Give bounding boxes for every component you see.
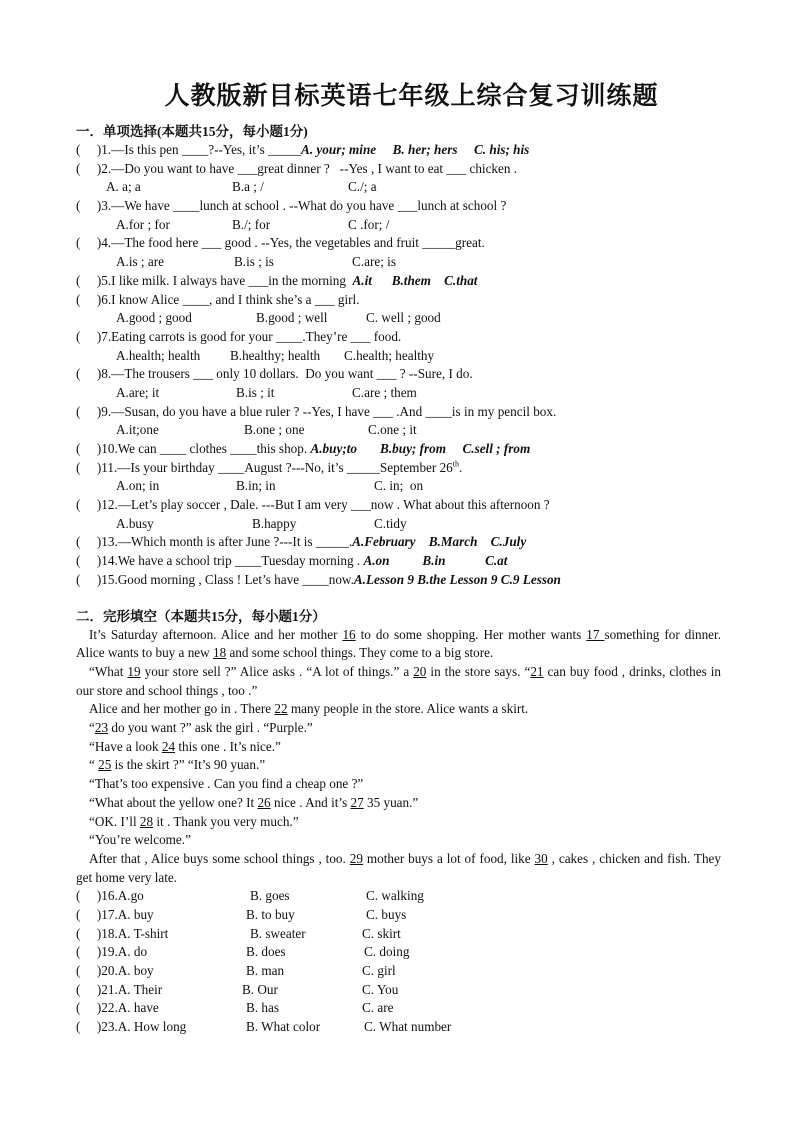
- ordinal-suffix: th: [452, 459, 459, 469]
- choice-option-c: C. are: [362, 1000, 394, 1016]
- option-b: B.healthy; health: [230, 347, 321, 363]
- passage-text: can buy food , drinks, clothes in our store and school things , too .”: [76, 663, 721, 698]
- question-6-options: [76, 309, 721, 328]
- option-a: A.for ; for: [116, 216, 170, 232]
- option-c: C.one ; it: [368, 422, 417, 438]
- passage-paragraph: [76, 850, 721, 887]
- question-7: ( )7.Eating carrots is good for your ____.They’re ___ food.: [76, 328, 402, 344]
- option-c: C .for; /: [348, 216, 390, 232]
- choice-option-c: C. doing: [364, 944, 410, 960]
- blank-number: 25: [98, 757, 112, 773]
- passage-text: this one . It’s nice.”: [175, 738, 281, 754]
- blank-number: 21: [530, 663, 544, 679]
- passage-text: “You’re welcome.”: [89, 832, 191, 848]
- option-c: C. in; on: [374, 478, 424, 494]
- passage-paragraph: [76, 719, 721, 738]
- question-text: ( )14.We have a school trip ____Tuesday morning .: [76, 553, 364, 569]
- option-a: A.on; in: [116, 478, 160, 494]
- question-7-options: [76, 347, 721, 366]
- choice-option-a: ( )16.A.go: [76, 888, 144, 904]
- passage-text: mother buys a lot of food, like: [362, 850, 535, 866]
- option-a: A.are; it: [116, 384, 160, 400]
- passage-paragraph: [76, 626, 721, 663]
- choice-option-b: B. goes: [250, 888, 290, 904]
- question-5: [76, 272, 721, 291]
- cloze-choice-row: [76, 943, 721, 962]
- question-options: A. your; mine B. her; hers C. his; his: [301, 142, 530, 157]
- option-c: C. well ; good: [366, 310, 441, 326]
- option-a: A.health; health: [116, 347, 201, 363]
- question-text: ( )1.—Is this pen ____?--Yes, it’s _____: [76, 142, 302, 157]
- cloze-choice-row: [76, 981, 721, 1000]
- question-options: A.it B.them C.that: [352, 272, 478, 288]
- option-b: B.one ; one: [244, 422, 305, 438]
- question-11-options: [76, 477, 721, 496]
- question-11: [76, 459, 721, 478]
- question-text: ( )11.—Is your birthday ____August ?---No, it’s _____September 26: [76, 459, 453, 475]
- passage-text: “That’s too expensive . Can you find a cheap one ?”: [89, 776, 364, 792]
- passage-text: in the store says. “: [426, 663, 531, 679]
- cloze-choice-row: [76, 962, 721, 981]
- option-c: C.are; is: [352, 254, 396, 270]
- choice-option-b: B. has: [246, 1000, 279, 1016]
- passage-text: it . Thank you very much.”: [153, 813, 299, 829]
- blank-number: 24: [161, 738, 176, 754]
- question-10: [76, 440, 721, 459]
- choice-option-a: ( )18.A. T-shirt: [76, 925, 169, 941]
- choice-option-c: C. girl: [362, 963, 396, 979]
- passage-text: “What about the yellow one? It: [89, 794, 258, 810]
- passage-paragraph: [76, 794, 721, 813]
- passage-text: to do some shopping. Her mother wants: [355, 626, 587, 642]
- choice-option-c: C. What number: [364, 1019, 452, 1035]
- question-text: ( )15.Good morning , Class ! Let’s have ____now.: [76, 571, 354, 587]
- question-text: ( )13.—Which month is after June ?---It is _____.: [76, 534, 353, 550]
- choice-option-a: ( )22.A. have: [76, 1000, 159, 1016]
- passage-paragraph: [76, 756, 721, 775]
- choice-option-c: C. buys: [366, 907, 407, 923]
- passage-text: “Have a look: [89, 738, 162, 754]
- choice-option-a: ( )17.A. buy: [76, 907, 154, 923]
- choice-option-b: B. does: [246, 944, 286, 960]
- choice-option-b: B. Our: [242, 981, 278, 997]
- question-6: ( )6.I know Alice ____, and I think she’s a ___ girl.: [76, 291, 360, 307]
- passage-text: “: [89, 757, 99, 773]
- passage-paragraph: [76, 775, 721, 794]
- question-14: [76, 552, 721, 571]
- passage-text: many people in the store. Alice wants a skirt.: [287, 701, 529, 717]
- blank-number: 16: [342, 626, 356, 642]
- question-1: [76, 141, 721, 160]
- option-c: C.tidy: [374, 515, 407, 531]
- passage-text: “OK. I’ll: [89, 813, 140, 829]
- choice-option-b: B. to buy: [246, 907, 295, 923]
- question-text: ( )10.We can ____ clothes ____this shop.: [76, 441, 311, 456]
- passage-paragraph: [76, 738, 721, 757]
- question-2: ( )2.—Do you want to have ___great dinner ? --Yes , I want to eat ___ chicken .: [76, 160, 518, 176]
- question-2-options: [76, 178, 721, 197]
- page-title: 人教版新目标英语七年级上综合复习训练题: [164, 83, 659, 110]
- option-c: C.are ; them: [352, 384, 417, 400]
- passage-text: “What: [89, 663, 128, 679]
- question-4: ( )4.—The food here ___ good . --Yes, the vegetables and fruit _____great.: [76, 235, 485, 251]
- question-3: ( )3.—We have ____lunch at school . --What do you have ___lunch at school ?: [76, 198, 507, 214]
- option-b: B.good ; well: [256, 310, 328, 326]
- choice-option-b: B. man: [246, 963, 285, 979]
- question-12: ( )12.—Let’s play soccer , Dale. ---But I am very ___now . What about this afternoon ?: [76, 497, 550, 513]
- choice-option-a: ( )20.A. boy: [76, 963, 154, 979]
- blank-number: 30: [534, 850, 548, 866]
- blank-number: 27: [350, 794, 364, 810]
- option-c: C.health; healthy: [344, 347, 435, 363]
- question-12-options: [76, 515, 721, 534]
- passage-text: 35 yuan.”: [363, 794, 419, 810]
- blank-number: 19: [127, 663, 141, 679]
- option-a: A. a; a: [106, 179, 141, 195]
- question-options: A.buy;to B.buy; from C.sell ; from: [310, 441, 531, 456]
- cloze-choice-row: [76, 887, 721, 906]
- passage-text: do you want ?” ask the girl . “Purple.”: [108, 720, 313, 736]
- passage-text: Alice and her mother go in . There: [89, 701, 275, 717]
- question-8-options: [76, 384, 721, 403]
- blank-number: 26: [257, 794, 271, 810]
- cloze-choice-row: [76, 1018, 721, 1037]
- option-a: A.it;one: [116, 422, 159, 438]
- passage-text: and some school things. They come to a big store.: [226, 645, 494, 661]
- option-b: B.happy: [252, 515, 297, 531]
- passage-paragraph: [76, 700, 721, 719]
- passage-text: is the skirt ?” “It’s 90 yuan.”: [111, 757, 266, 773]
- option-b: B./; for: [232, 216, 271, 232]
- section-heading-multiple-choice: 一．单项选择(本题共15分，每小题1分): [76, 124, 308, 139]
- question-options: A.February B.March C.July: [352, 534, 527, 550]
- blank-number: 18: [212, 645, 227, 661]
- choice-option-b: B. What color: [246, 1019, 321, 1035]
- cloze-choice-row: [76, 925, 721, 944]
- choice-option-a: ( )21.A. Their: [76, 981, 163, 997]
- choice-option-a: ( )23.A. How long: [76, 1019, 187, 1035]
- question-3-options: [76, 216, 721, 235]
- passage-text: It’s Saturday afternoon. Alice and her mother: [89, 626, 343, 642]
- cloze-choice-row: [76, 906, 721, 925]
- passage-paragraph: [76, 831, 721, 850]
- cloze-choice-row: [76, 999, 721, 1018]
- question-text-end: .: [459, 459, 463, 475]
- option-a: A.is ; are: [116, 254, 164, 270]
- question-options: A.on B.in C.at: [363, 553, 508, 569]
- option-b: B.is ; it: [236, 384, 275, 400]
- blank-number: 17: [586, 626, 605, 642]
- blank-number: 23: [94, 720, 109, 736]
- choice-option-a: ( )19.A. do: [76, 944, 148, 960]
- question-options: A.Lesson 9 B.the Lesson 9 C.9 Lesson: [353, 571, 561, 587]
- question-9-options: [76, 421, 721, 440]
- blank-number: 20: [413, 663, 427, 679]
- option-c: C./; a: [348, 179, 377, 195]
- worksheet-page: [76, 82, 721, 1037]
- passage-text: After that , Alice buys some school things , too.: [89, 850, 350, 866]
- passage-paragraph: [76, 813, 721, 832]
- passage-text: , cakes , chicken and fish. They get home very late.: [76, 850, 721, 885]
- passage-text: “: [89, 720, 95, 736]
- option-a: A.busy: [116, 515, 154, 531]
- question-text: ( )5.I like milk. I always have ___in the morning: [76, 272, 353, 288]
- question-8: ( )8.—The trousers ___ only 10 dollars. Do you want ___ ? --Sure, I do.: [76, 366, 473, 382]
- question-4-options: [76, 253, 721, 272]
- option-b: B.is ; is: [234, 254, 274, 270]
- option-b: B.in; in: [236, 478, 276, 494]
- question-9: ( )9.—Susan, do you have a blue ruler ? --Yes, I have ___ .And ____is in my pencil box.: [76, 403, 557, 419]
- blank-number: 22: [274, 701, 288, 717]
- choice-option-b: B. sweater: [250, 925, 306, 941]
- passage-text: something for dinner. Alice wants to buy a new: [76, 626, 721, 661]
- choice-option-c: C. walking: [366, 888, 424, 904]
- option-a: A.good ; good: [116, 310, 192, 326]
- blank-number: 28: [139, 813, 154, 829]
- choice-option-c: C. You: [362, 981, 399, 997]
- passage-paragraph: [76, 663, 721, 700]
- question-15: [76, 571, 721, 590]
- choice-option-c: C. skirt: [362, 925, 401, 941]
- section-heading-cloze: 二．完形填空（本题共15分，每小题1分）: [76, 608, 326, 624]
- option-b: B.a ; /: [232, 179, 264, 195]
- passage-text: nice . And it’s: [270, 794, 351, 810]
- passage-text: your store sell ?” Alice asks . “A lot of things.” a: [140, 663, 414, 679]
- blank-number: 29: [349, 850, 363, 866]
- question-13: [76, 533, 721, 552]
